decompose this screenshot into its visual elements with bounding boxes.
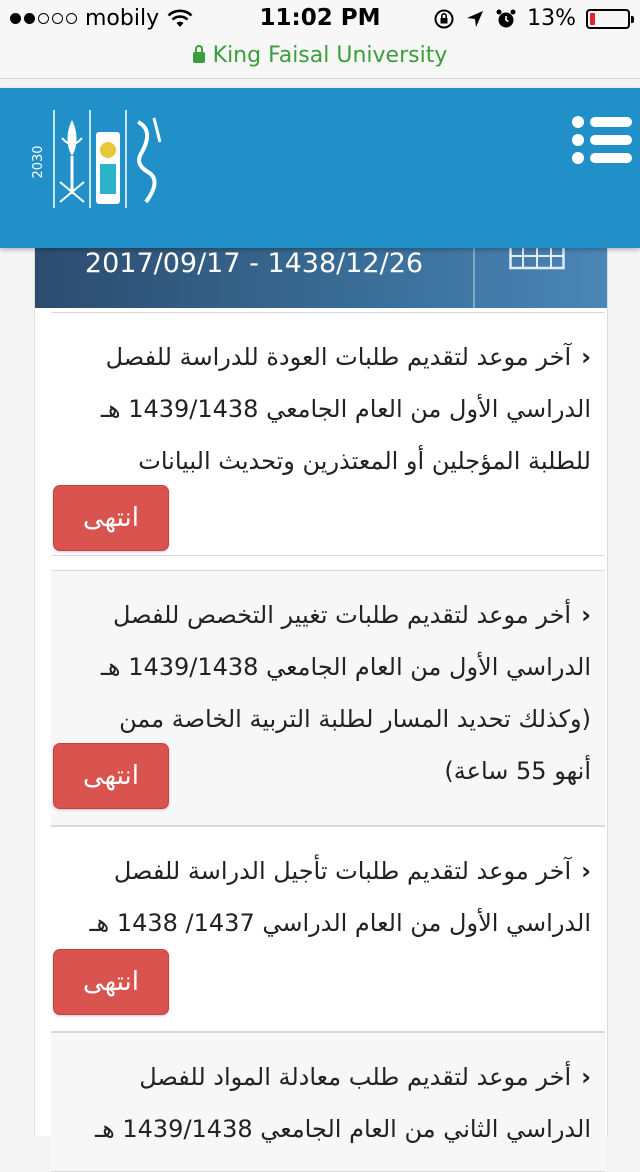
deadline-text: ‹آخر موعد لتقديم طلبات العودة للدراسة للفصل الدراسي الأول من العام الجامعي 1439/1438 هـ للطلبة المؤجلين أو المعتذرين وتحديث البيانات [81,331,591,487]
wifi-icon [167,9,193,29]
hamburger-menu-icon[interactable] [572,114,632,164]
deadlines-panel [34,236,608,1143]
deadline-item[interactable] [51,570,605,826]
signal-strength-icon [10,13,77,24]
carrier-name: mobily [85,6,160,31]
deadline-text: ‹أخر موعد لتقديم طلب معادلة المواد للفصل الدراسي الثاني من العام الجامعي 1439/1438 هـ [81,1051,591,1155]
svg-text:2030: 2030 [31,145,46,179]
battery-percent: 13% [527,6,576,31]
deadline-item[interactable] [51,1032,605,1172]
expired-button[interactable]: انتهى [53,743,169,809]
expired-button[interactable]: انتهى [53,949,169,1015]
lock-icon [193,52,205,63]
chevron-left-icon: ‹ [581,1063,591,1091]
deadline-item[interactable] [51,312,605,556]
kfu-logo-icon[interactable] [30,102,170,214]
rotation-lock-icon [433,8,455,30]
alarm-icon [495,8,517,30]
date-range: 2017/09/17 - 1438/12/26 [84,248,424,279]
site-name: King Faisal University [212,43,448,68]
battery-icon [586,9,630,29]
address-bar[interactable] [0,40,640,79]
chevron-left-icon: ‹ [581,343,591,371]
deadline-text: ‹آخر موعد لتقديم طلبات تأجيل الدراسة للفصل الدراسي الأول من العام الدراسي 1437/ 1438 هـ [81,845,591,949]
deadline-item[interactable] [51,826,605,1032]
carrier-info [10,6,193,31]
chevron-left-icon: ‹ [581,601,591,629]
app-header [0,88,640,248]
clock: 11:02 PM [259,5,381,31]
chevron-left-icon: ‹ [581,857,591,885]
location-icon [465,9,485,29]
expired-button[interactable]: انتهى [53,485,169,551]
status-bar [0,0,640,40]
deadline-text: ‹أخر موعد لتقديم طلبات تغيير التخصص للفصل الدراسي الأول من العام الجامعي 1439/1438 هـ (وكذلك تحديد المسار لطلبة التربية الخاصة ممن أنهو 55 ساعة) [81,589,591,797]
status-icons [433,6,630,31]
